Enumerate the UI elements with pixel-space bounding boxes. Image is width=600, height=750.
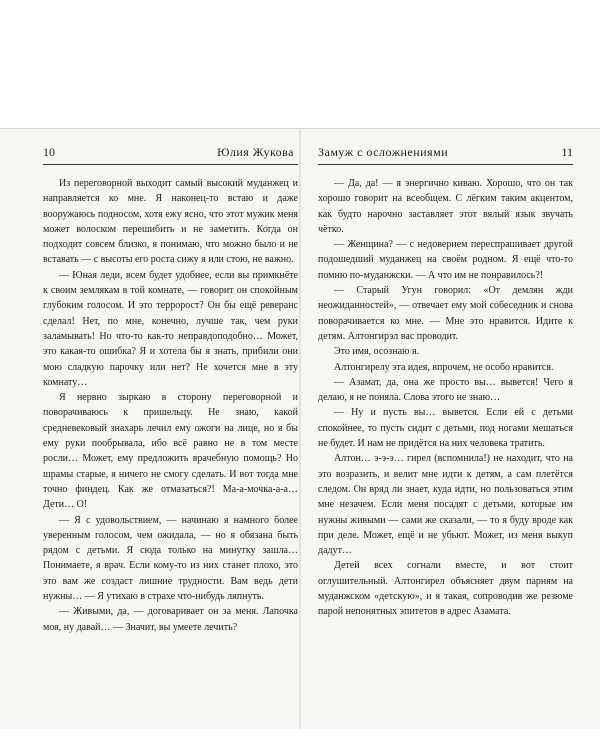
left-page-number: 10	[43, 145, 55, 159]
right-page-running-title: Замуж с осложнениями	[318, 145, 449, 159]
paragraph: — Да, да! — я энергично киваю. Хорошо, что он так хорошо говорит на всеобщем. С лёгким таким акцентом, как будто нарочно заставляет этот вялый язык звучать чётко.	[318, 178, 573, 235]
left-header-rule	[43, 164, 298, 165]
left-page-running-title: Юлия Жукова	[217, 145, 294, 159]
paragraph: Я нервно зыркаю в сторону переговорной и поворачиваюсь к пришельцу. Не знаю, какой средневековый знахарь лечил ему ожоги на лице, но я бы ему руки пообрывала, ибо всё равно не в том месте росли… Может, ему предложить врачебную помощь? Но шрамы старые, я ничего не смогу сделать. И вот тогда мне точно финдец. Как же отмазаться?! Ма-а-мочка-а-а… Дети… О!	[43, 392, 298, 511]
paragraph: — Ну и пусть вы… вывется. Если ей с детьми спокойнее, то пусть сидит с детьми, под ногами мешаться не будет. И нам не придётся на них человека тратить.	[318, 407, 573, 450]
paragraph: Детей всех согнали вместе, и вот стоит оглушительный. Алтонгирел объясняет двум парням на муданжском «детскую», и я такая, сопроводив же резюме парой непонятных эпитетов в адрес Азамата.	[318, 560, 573, 618]
paragraph: — Старый Угун говорил: «От демлян жди неожиданностей», — отвечает ему мой собеседник и снова поворачивается ко мне. — Мне это нравится. Идите к детям. Алтонгирэл вас проводит.	[318, 285, 573, 342]
paragraph: Из переговорной выходит самый высокий муданжец и направляется ко мне. Я наконец-то встаю и даже вооружаюсь подносом, хотя ежу ясно, что этот мужик меня может волоском перешибить и не заметить. Когда он подходит совсем близко, я понимаю, что можно было и не вставать — с высоты его роста сижу я или стою, не важно.	[43, 178, 298, 266]
paragraph: — Я с удовольствием, — начинаю я намного более уверенным голосом, чем ожидала, — но я обязана быть рядом с детьми. Я сюда только на минутку зашла… Понимаете, я врач. Если кому-то из них станет плохо, это это вам же создаст лишние трудности. Вам ведь дети нужны… — Я утихаю в страхе что-нибудь ляпнуть.	[43, 514, 298, 603]
right-header-rule	[318, 164, 573, 165]
right-page-number: 11	[561, 145, 573, 159]
paragraph: — Женщина? — с недоверием переспрашивает другой подошедший муданжец на своём родном. Я ещё что-то помню по-муданжски. — А что им не понравилось?!	[318, 239, 573, 281]
left-page-body	[43, 176, 298, 635]
book-spread	[0, 128, 600, 729]
paragraph: — Живыми, да, — договаривает он за меня. Лапочка моя, ну давай… — Значит, вы умеете лечить?	[43, 606, 298, 633]
paragraph: Это имя, осознаю я.	[334, 346, 420, 358]
left-page-header	[43, 144, 298, 160]
paragraph: Алтонгирелу эта идея, впрочем, не особо нравится.	[334, 361, 554, 373]
right-page-body	[318, 176, 573, 620]
paragraph: — Юная леди, всем будет удобнее, если вы примкнёте к своим землякам в той комнате, — говорит он спокойным глубоким голосом. И это терророст? Он бы ещё реверанс сделал! Нет, по мне, конечно, лучше так, чем руки заламывать! Но что-то как-то неправдоподобно… Может, это какая-то ошибка? Я и хотела бы я знать, прибили они мою сладкую парочку или нет? Не хочется мне в эту комнату…	[43, 269, 298, 388]
paragraph: — Азамат, да, она же просто вы… вывется! Чего я делаю, я не поняла. Слова этого не знаю…	[318, 376, 573, 404]
right-page-header	[318, 144, 573, 160]
paragraph: Алтон… э-э-э… гирел (вспомнила!) не находит, что на это возразить, и велит мне идти к детям, а сам плетётся следом. Он вряд ли знает, куда идти, но пользоваться этим мне незачем. Если меня посадят с детьми, которые им нужны живыми — сами же сказали, — то я буду вроде как при деле. Может, ещё и не убьют. Может, из меня выкуп дадут…	[318, 453, 573, 557]
book-gutter	[299, 129, 301, 729]
